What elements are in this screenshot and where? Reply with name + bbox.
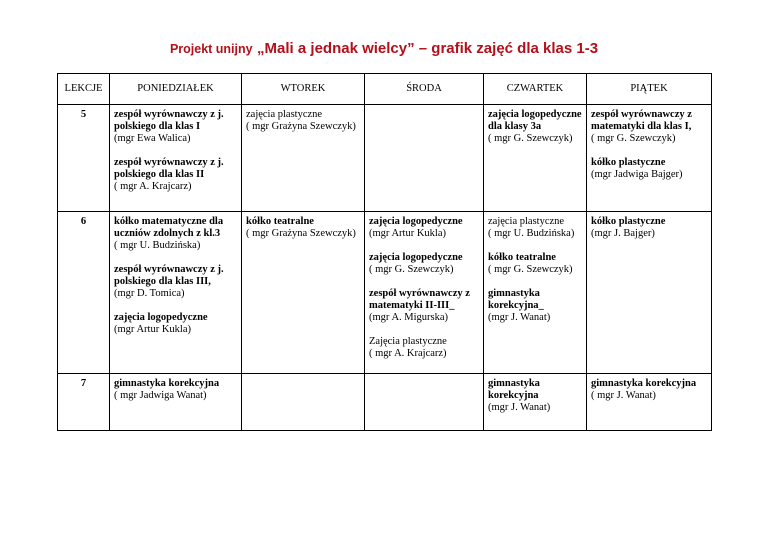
teacher-name: ( mgr Grażyna Szewczyk) xyxy=(246,228,356,239)
class-name: zespół wyrównawczy z j. polskiego dla klas II xyxy=(114,157,224,180)
header-lekcje: LEKCJE xyxy=(58,74,110,105)
teacher-name: ( mgr U. Budzińska) xyxy=(488,228,575,239)
class-entry xyxy=(488,109,582,145)
class-name: gimnastyka korekcyjna_ xyxy=(488,288,544,311)
header-sroda: ŚRODA xyxy=(365,74,484,105)
cell-wed xyxy=(365,105,484,212)
class-entry xyxy=(369,288,479,324)
teacher-name: (mgr Artur Kukla) xyxy=(114,324,191,335)
title-project-name: „Mali a jednak wielcy” – grafik zajęć dla klas 1-3 xyxy=(257,40,599,57)
class-entry xyxy=(114,378,237,402)
cell-wed xyxy=(365,374,484,431)
cell-fri xyxy=(587,212,712,374)
schedule-table xyxy=(57,73,712,431)
teacher-name: (mgr J. Bajger) xyxy=(591,228,655,239)
cell-thu xyxy=(484,105,587,212)
class-entry xyxy=(369,252,479,276)
class-entry xyxy=(114,312,237,336)
teacher-name: (mgr J. Wanat) xyxy=(488,312,551,323)
title-project-label: Projekt unijny xyxy=(169,42,253,56)
header-row xyxy=(58,74,712,105)
class-name: kółko plastyczne xyxy=(591,157,666,168)
class-entry xyxy=(114,216,237,252)
cell-mon xyxy=(110,212,242,374)
class-entry xyxy=(369,336,479,360)
class-entry xyxy=(369,216,479,240)
table-row xyxy=(58,105,712,212)
class-name: zajęcia logopedyczne xyxy=(114,312,208,323)
teacher-name: ( mgr G. Szewczyk) xyxy=(488,264,573,275)
lesson-number: 5 xyxy=(58,105,110,212)
header-wtorek: WTOREK xyxy=(242,74,365,105)
class-name: gimnastyka korekcyjna xyxy=(488,378,540,401)
class-entry xyxy=(114,157,237,193)
teacher-name: ( mgr G. Szewczyk) xyxy=(369,264,454,275)
cell-mon xyxy=(110,105,242,212)
class-name: gimnastyka korekcyjna xyxy=(591,378,697,389)
cell-tue xyxy=(242,105,365,212)
teacher-name: (mgr D. Tomica) xyxy=(114,288,185,299)
class-name: kółko teatralne xyxy=(246,216,314,227)
teacher-name: (mgr J. Wanat) xyxy=(488,402,551,413)
class-entry xyxy=(591,157,707,181)
class-name: zajęcia plastyczne xyxy=(246,109,323,120)
class-name: zespół wyrównawczy z matematyki dla klas I, xyxy=(591,109,692,132)
class-entry xyxy=(591,378,707,402)
teacher-name: ( mgr Grażyna Szewczyk) xyxy=(246,121,356,132)
class-entry xyxy=(591,216,707,240)
class-name: zespół wyrównawczy z matematyki II-III_ xyxy=(369,288,470,311)
class-name: zajęcia logopedyczne dla klasy 3a xyxy=(488,109,582,132)
class-name: zajęcia logopedyczne xyxy=(369,216,463,227)
class-name: zespół wyrównawczy z j. polskiego dla klas I xyxy=(114,109,224,132)
teacher-name: ( mgr U. Budzińska) xyxy=(114,240,201,251)
teacher-name: ( mgr J. Wanat) xyxy=(591,390,656,401)
cell-fri xyxy=(587,374,712,431)
header-czwartek: CZWARTEK xyxy=(484,74,587,105)
header-piatek: PIĄTEK xyxy=(587,74,712,105)
teacher-name: (mgr Jadwiga Bajger) xyxy=(591,169,683,180)
class-entry xyxy=(488,216,582,240)
class-name: gimnastyka korekcyjna xyxy=(114,378,220,389)
header-poniedzialek: PONIEDZIAŁEK xyxy=(110,74,242,105)
teacher-name: (mgr Artur Kukla) xyxy=(369,228,446,239)
class-entry xyxy=(591,109,707,145)
cell-fri xyxy=(587,105,712,212)
cell-tue xyxy=(242,212,365,374)
lesson-number: 6 xyxy=(58,212,110,374)
class-name: kółko plastyczne xyxy=(591,216,666,227)
teacher-name: (mgr Ewa Walica) xyxy=(114,133,191,144)
teacher-name: (mgr A. Migurska) xyxy=(369,312,449,323)
class-name: Zajęcia plastyczne xyxy=(369,336,447,347)
cell-tue xyxy=(242,374,365,431)
class-entry xyxy=(488,252,582,276)
cell-thu xyxy=(484,212,587,374)
cell-mon xyxy=(110,374,242,431)
table-row xyxy=(58,374,712,431)
class-entry xyxy=(246,109,360,133)
class-name: zajęcia plastyczne xyxy=(488,216,565,227)
class-name: kółko matematyczne dla uczniów zdolnych z kl.3 xyxy=(114,216,224,239)
teacher-name: ( mgr Jadwiga Wanat) xyxy=(114,390,207,401)
class-entry xyxy=(114,264,237,300)
teacher-name: ( mgr A. Krajcarz) xyxy=(369,348,447,359)
class-name: zajęcia logopedyczne xyxy=(369,252,463,263)
teacher-name: ( mgr G. Szewczyk) xyxy=(488,133,573,144)
class-name: kółko teatralne xyxy=(488,252,556,263)
lesson-number: 7 xyxy=(58,374,110,431)
table-row xyxy=(58,212,712,374)
class-entry xyxy=(114,109,237,145)
class-entry xyxy=(246,216,360,240)
cell-thu xyxy=(484,374,587,431)
teacher-name: ( mgr G. Szewczyk) xyxy=(591,133,676,144)
class-entry xyxy=(488,378,582,414)
cell-wed xyxy=(365,212,484,374)
page-title xyxy=(0,40,768,58)
teacher-name: ( mgr A. Krajcarz) xyxy=(114,181,192,192)
class-entry xyxy=(488,288,582,324)
class-name: zespół wyrównawczy z j. polskiego dla klas III, xyxy=(114,264,224,287)
